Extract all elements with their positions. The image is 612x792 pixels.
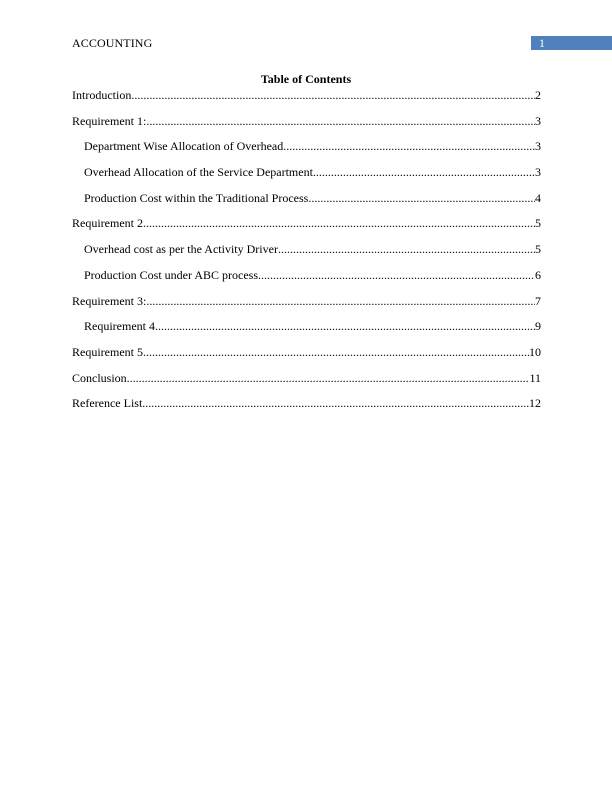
toc-dot-leader — [308, 190, 535, 207]
toc-dot-leader — [258, 267, 535, 284]
toc-entry-page: 3 — [535, 165, 541, 180]
toc-entry-label: Production Cost under ABC process — [84, 267, 258, 282]
toc-entry-reference-list[interactable] — [72, 395, 541, 412]
toc-entry-page: 4 — [535, 190, 541, 205]
toc-entry-activity-driver-overhead[interactable] — [72, 241, 541, 258]
toc-entry-service-department-allocation[interactable] — [72, 164, 541, 181]
toc-entry-page: 7 — [535, 293, 541, 308]
toc-entry-page: 3 — [535, 113, 541, 128]
toc-entry-label: Introduction — [72, 88, 132, 102]
toc-entry-label: Conclusion — [72, 370, 127, 385]
toc-dot-leader — [143, 344, 529, 361]
toc-entry-label: Reference List — [72, 396, 143, 411]
toc-dot-leader — [143, 215, 535, 232]
toc-entry-page: 5 — [535, 242, 541, 257]
toc-entry-page: 9 — [535, 319, 541, 334]
toc-dot-leader — [146, 113, 535, 130]
toc-dot-leader — [146, 293, 535, 310]
toc-entry-introduction[interactable] — [72, 87, 541, 104]
toc-entry-page: 2 — [535, 88, 541, 102]
toc-entry-requirement-5[interactable] — [72, 344, 541, 361]
toc-entry-abc-production-cost[interactable] — [72, 267, 541, 284]
toc-entry-page: 6 — [535, 267, 541, 282]
toc-list — [72, 87, 541, 421]
toc-entry-label: Requirement 2 — [72, 216, 143, 231]
toc-entry-page: 5 — [535, 216, 541, 231]
toc-entry-requirement-4[interactable] — [72, 318, 541, 335]
toc-entry-label: Overhead cost as per the Activity Driver — [84, 242, 278, 257]
toc-entry-label: Production Cost within the Traditional Process — [84, 190, 309, 205]
toc-entry-label: Overhead Allocation of the Service Department — [84, 165, 313, 180]
toc-entry-page: 11 — [529, 370, 541, 385]
toc-entry-traditional-production-cost[interactable] — [72, 190, 541, 207]
toc-entry-label: Department Wise Allocation of Overhead — [84, 139, 284, 154]
toc-entry-label: Requirement 3: — [72, 293, 147, 308]
toc-entry-label: Requirement 4 — [84, 319, 155, 334]
page-number: 1 — [539, 36, 545, 50]
running-header-title: ACCOUNTING — [72, 36, 153, 50]
toc-entry-requirement-2[interactable] — [72, 215, 541, 232]
toc-entry-requirement-3[interactable] — [72, 293, 541, 310]
toc-heading: Table of Contents — [260, 72, 352, 86]
toc-entry-department-wise-allocation[interactable] — [72, 138, 541, 155]
toc-entry-label: Requirement 5 — [72, 344, 143, 359]
toc-entry-requirement-1[interactable] — [72, 113, 541, 130]
toc-dot-leader — [155, 318, 535, 335]
toc-entry-page: 12 — [529, 396, 541, 411]
toc-entry-page: 3 — [535, 139, 541, 154]
toc-entry-page: 10 — [529, 344, 541, 359]
toc-entry-label: Requirement 1: — [72, 113, 147, 128]
toc-dot-leader — [131, 87, 535, 104]
toc-dot-leader — [142, 395, 529, 412]
page-number-badge — [531, 36, 612, 50]
toc-dot-leader — [127, 370, 530, 387]
toc-dot-leader — [283, 138, 535, 155]
toc-dot-leader — [313, 164, 535, 181]
toc-dot-leader — [278, 241, 535, 258]
toc-entry-conclusion[interactable] — [72, 370, 541, 387]
